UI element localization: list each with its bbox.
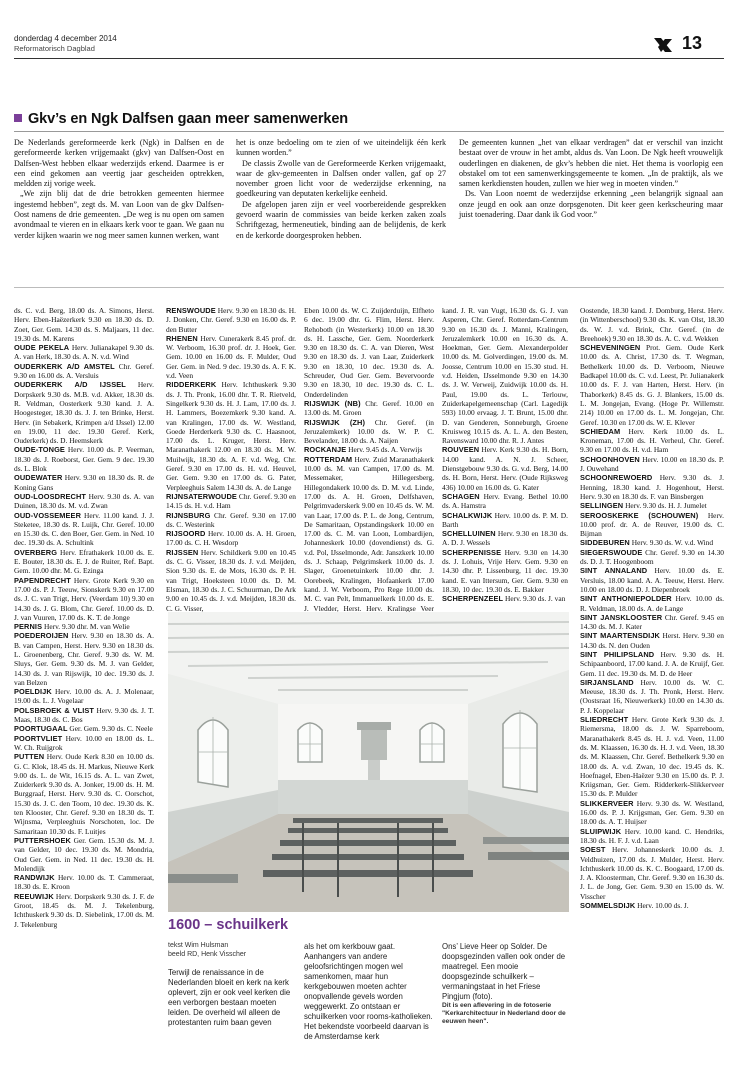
listing-services: Herv. Kerk 10.00 ds. L. Kroneman, 17.00 ds. H. Verheul, Chr. Geref. 9.30 en 17.00 ds. H. v.d. Ham (580, 426, 724, 455)
listing-services: Ger. Gem. 9.30 ds. C. Neele (69, 724, 153, 734)
listing-services: Herv. 10.00 en 18.30 ds. P. J. Ouwehand (580, 454, 724, 474)
listing-entry (580, 548, 724, 567)
listing-place-name: SINT ANTHONIEPOLDER (580, 594, 672, 604)
listing-entry (304, 418, 434, 446)
listing-entry (580, 455, 724, 474)
listing-services: Herv. 9.30 en 18.30 ds. A. D. J. Wessels (442, 529, 568, 548)
listing-place-name: REEUWIJK (14, 891, 54, 901)
listing-place-name: OVERBERG (14, 547, 58, 557)
listing-place-name: RANDWIJK (14, 873, 55, 883)
listing-services: Herv. 10.00 ds. R. Veldman, 18.00 ds. A. de Lange (580, 594, 724, 613)
listing-entry (580, 306, 724, 343)
headline-text: Gkv’s en Ngk Dalfsen gaan meer samenwerken (28, 111, 349, 127)
image-credit: beeld RD, Henk Visscher (168, 951, 247, 958)
listing-place-name: ROUVEEN (442, 445, 480, 455)
listing-services: Herv. 10.00 ds. P. Veerman, 18.30 ds. J. Roeborst, Ger. Gem. 9 dec. 19.30 ds. L. Blok (14, 445, 154, 474)
listing-services: Herv. Zuid Maranathakerk 10.00 ds. M. van Campen, 17.00 ds. M. Messemaker, Hillegersberg, Hillegondakerk 10.00 ds. D. M. v.d. Linde, 17.00 ds. A. H. Groen, Delfshaven, Pelgrimvaderskerk 9.00 en 10.45 ds. W. M. van Laar, 17.00 ds. P. L. de Jong, Centrum, De Samaritaan, Opstandingskerk 10.00 en 17.00 ds. C. M. van Loon, Lombardijen, Johanneskerk 10.00 (dovendienst) ds. G. v.d. Pol, IJsselmonde, Adr. Janszkerk 10.00 ds. J. Schaap, Pelgrimskerk 10.00 ds. J. Slager, Groenetuinkerk 10.00 dhr. J. Oorebeek, Kralingen, Hofaankerk 17.00 kand. J. W. Verboom, Pro Rege 10.00 ds. M. C. van Pelt, Immanuelkerk 10.00 ds. E. J. Vledder, Herst. Herv. Kralingse Veer (304, 454, 434, 613)
listing-services: Herv. Efrathakerk 10.00 ds. E. E. Bouter, 18.30 ds. E. J. de Ruiter, Ref. Bapt. Gem. 10.00 dhr. M. G. Ezinga (14, 547, 154, 576)
listing-column-1 (14, 306, 154, 929)
listing-services: Herv. Dorpskerk 9.30 ds. J. F. de Groot, 18.45 ds. M. J. Tekelenburg, Ichthuskerk 9.30 ds. D. Siebelink, 17.00 ds. M. J. Tekelenburg (14, 891, 154, 929)
listing-entry (14, 380, 154, 445)
listing-entry (14, 445, 154, 473)
listing-services: Chr. Geref. (in Jeruzalemkerk) 10.00 ds. W. P. C. Bevelander, 18.00 ds. A. Naijen (304, 417, 434, 446)
listing-place-name: RIJNSATERWOUDE (166, 491, 237, 501)
listing-services: Herv. Cunerakerk 8.45 prof. dr. W. Verboom, 16.30 prof. dr. J. Hoek, Ger. Gem. 10.00 en 16.00 ds. F. Mulder, Oud Ger. Gem. in Ned. 9 dec. 19.30 ds. A. F. K. v.d. Veen (166, 333, 296, 381)
listing-services: Herv. Ichthuskerk 9.30 ds. J. Th. Pronk, 16.00 dhr. T. R. Rietveld, Singelkerk 9.30 ds. H. J. Lam, 17.00 ds. J. H. Lammers, Boezemkerk 9.30 kand. A. van Kralingen, 17.00 ds. W. Westland, Goede Herderkerk 9.30 ds. C. Haasnoot, 17.00 ds. L. Kruger, Herst. Herv. Maranathakerk 12.00 en 18.30 ds. M. W. Muilwijk, 18.30 ds. A. F. v.d. Weg, Chr. Geref. 9.30 en 17.00 ds. H. v.d. Heuvel, Ger. Gem. 9.30 en 17.00 ds. G. Pater, Verpleeghuis Salem 14.30 ds. A. de Lange (166, 380, 296, 492)
listing-services: Herv. 10.00 ds. P. M. D. Barth (442, 510, 568, 529)
listing-services: Herv. 9.30 en 18.30 ds. A. B. van Campen, Herst. Herv. 9.30 en 18.30 ds. L. Groenenberg, Chr. Geref. 9.30 ds. W. M. Sluys, Ger. Gem. 9.30 ds. M. J. van Gelder, 14.30 ds. J. van Rijswijk, 10 dec. 19.30 ds. J. van Belzen (14, 631, 154, 687)
listing-entry (166, 548, 296, 613)
listing-column-3 (304, 306, 434, 622)
headline-square-icon (14, 114, 22, 122)
listing-entry (580, 678, 724, 715)
paper-name: Reformatorisch Dagblad (14, 44, 95, 53)
issue-date: donderdag 4 december 2014 (14, 34, 117, 43)
listing-entry (304, 399, 434, 418)
listing-place-name: SOEST (580, 845, 606, 855)
listing-place-name: OUD-VOSSEMEER (14, 510, 82, 520)
listing-entry (14, 622, 154, 631)
listing-services: Herv. 10.00 ds. W. C. Meeuse, 18.30 ds. J. Th. Pronk, Herst. Herv. (Oostsraat 16, Nieuwerkerk) 10.00 en 14.30 ds. P. J. Koppelaar (580, 677, 724, 715)
listing-place-name: POLSBROEK & VLIST (14, 705, 95, 715)
listing-place-name: RIJNSBURG (166, 510, 211, 520)
listing-services: Chr. Geref. 9.30 en 17.00 ds. C. Westerink (166, 510, 297, 529)
feature-credits (168, 941, 246, 959)
listing-services: Herv. Julianakapel 9.30 ds. A. van Herk, 18.30 ds. A. N. v.d. Wind (14, 343, 154, 362)
listing-entry (14, 631, 154, 687)
listing-services: Herst. Herv. 9.30 en 14.30 ds. N. den Ouden (580, 631, 724, 650)
listing-entry (580, 501, 724, 510)
listing-services: Herv. 9.30 ds. H. Schipaanboord, 17.00 kand. J. A. de Kruijf, Ger. Gem. 11 dec. 19.30 ds. M. D. de Heer (580, 649, 724, 678)
listing-services: Herv. Schildkerk 9.00 en 10.45 ds. C. G. Visser, 18.30 ds. J. v.d. Meijden, Sion 9.30 ds. E. de Mots, 16.30 ds. P. H. van Trigt, Hoeksteen 10.00 ds. D. M. Elsman, 18.30 ds. J. C. Schuurman, De Ark 9.00 en 10.45 ds. J. v.d. Meijden, 18.30 ds. C. G. Visser, (166, 547, 296, 613)
listing-services: Herv. 10.00 en 18.00 ds. L. W. Ch. Ruijgrok (14, 733, 154, 752)
listing-entry (14, 734, 154, 753)
listing-place-name: SIDDEBUREN (580, 538, 630, 548)
article-paragraph: De gemeenten kunnen „het van elkaar verdragen” dat er verschil van inzicht bestaat over de vrouw in het ambt, aldus ds. Van Loon. De Ngk heeft vrouwelijk ouderlingen en diakenen, de gkv’s hebben die niet. Het thema is voorlopig een obstakel om tot een samenwerkingsgemeente te komen. „In de praktijk, als we samen kerkdiensten houden, zullen we hier weg in moeten vinden.” (459, 138, 723, 189)
text-credit: tekst Wim Hulsman (168, 942, 229, 949)
listing-entry (14, 492, 154, 511)
listing-place-name: SCHEVENINGEN (580, 343, 641, 353)
listing-entry (14, 511, 154, 548)
listing-place-name: OUDE-TONGE (14, 445, 65, 455)
section-divider (14, 287, 724, 288)
listing-services: Herv. 10.00 ds. E. Versluis, 18.00 kand. A. A. Teeuw, Herst. Herv. 10.00 en 18.00 ds. D. J. Diepenbroek (580, 566, 724, 594)
listing-services: ds. C. v.d. Berg, 18.00 ds. A. Simons, Herst. Herv. Eben-Haëzerkerk 9.30 en 18.30 ds. D. Zoet, Ger. Gem. 14.30 ds. S. Maljaars, 11 dec. 19.30 ds. M. Karens (14, 306, 154, 343)
listing-entry (580, 845, 724, 901)
listing-services: Herv. 9.30 en 18.30 ds. H. J. Donken, Chr. Geref. 9.30 en 16.00 ds. P. den Butter (166, 306, 296, 334)
article-headline (14, 111, 348, 127)
listing-place-name: SINT MAARTENSDIJK (580, 631, 660, 641)
listing-services: Herv. 9.30 ds. A. van Duinen, 18.30 ds. M. v.d. Zwan (14, 491, 154, 511)
listing-entry (304, 306, 434, 399)
listing-entry (166, 334, 296, 380)
listing-place-name: OUD-LOOSDRECHT (14, 491, 87, 501)
listing-entry (442, 548, 568, 594)
listing-place-name: SIRJANSLAND (580, 677, 634, 687)
listing-entry (14, 548, 154, 576)
listing-place-name: PUTTEN (14, 752, 45, 762)
listing-entry (580, 799, 724, 827)
listing-services: Herv. 9.45 ds. A. Verwijs (348, 445, 423, 455)
listing-place-name: SCHELLUINEN (442, 529, 496, 539)
series-note: Dit is een aflevering in de fotoserie "Kerkarchitectuur in Nederland door de eeuwen heen". (442, 1002, 566, 1026)
listing-place-name: SCHIEDAM (580, 426, 621, 436)
listing-entry (442, 529, 568, 548)
listing-services: Oostende, 18.30 kand. J. Domburg, Herst. Herv. (in Wittenberschool) 9.30 ds. K. van Olst, 18.30 ds. W. J. v.d. Brink, Chr. Geref. (in de Breehoek) 9.30 en 18.30 ds. A. C. v.d. Wekken (580, 306, 724, 343)
listing-entry (304, 445, 434, 454)
article-column-1 (14, 138, 224, 241)
listing-services: Eben 10.00 ds. W. C. Zuijderduijn, Elfheto 6 dec. 19.00 dhr. G. Flim, Herst. Herv. Rehoboth (in Westerkerk) 10.00 en 18.30 ds. H. Lassche, Ger. Gem. Noorderkerk 9.30 en 18.30 ds. C. A. van Dieren, West 9.30 en 18.30 ds. J. van Laar, Zuiderkerk 9.30 en 18.30, 10 dec. 19.30 ds. A. Schreuder, Oud Ger. Gem. Bevervoorde 9.30 en 18.30, 10 dec. 19.30 ds. C. L. Onderdelinden (304, 306, 434, 399)
listing-entry (14, 892, 154, 929)
listing-entry (580, 343, 724, 427)
listing-services: Herv. 10.00 ds. A. H. Groen, 17.00 ds. C. H. Wesdorp (166, 529, 296, 548)
listing-place-name: RIJSWIJK (ZH) (304, 417, 366, 427)
listing-services: Herv. 9.30 ds. J. van (505, 594, 566, 604)
listing-services: Herv. 9.30 en 14.30 ds. J. Lohuis, Vrije Herv. Gem. 9.30 en 14.30 dhr. P. Lissenburg, 11 dec. 19.30 kand. E. van Ittersum, Ger. Gem. 9.30 en 18.30, 10 dec. 19.30 ds. E. Bakker (442, 547, 568, 594)
listing-services: Herv. 11.00 kand. J. J. Steketee, 18.30 ds. R. Luijk, Chr. Geref. 10.00 en 15.30 ds. C. den Boer, Ger. Gem. in Ned. 10 dec. 19.30 ds. A. Schultink (14, 510, 154, 548)
listing-entry (580, 566, 724, 594)
listing-place-name: SLUIPWIJK (580, 826, 622, 836)
listing-entry (442, 511, 568, 530)
listing-entry (580, 427, 724, 455)
listing-place-name: SCHERPENZEEL (442, 594, 504, 604)
listing-services: Chr. Geref. 9.45 en 14.30 ds. M. J. Kater (580, 612, 724, 632)
article-paragraph: „We zijn blij dat de drie betrokken gemeenten hiermee ingestemd hebben”, zegt ds. M. van Loon van de gkv Dalfsen-Oost namens de drie gemeenten. „De weg is nu open om samen avondmaal te vieren en in elkaars kerk voor te gaan. We gaan nu verder kijken waarin we nog meer samen kunnen werken, want (14, 189, 224, 240)
listing-place-name: POORTUGAAL (14, 724, 68, 734)
listing-services: Herv. 10.00 kand. C. Hendriks, 18.30 ds. H. F. J. v.d. Laan (580, 826, 724, 845)
listing-place-name: RIJSWIJK (NB) (304, 398, 361, 408)
listing-place-name: SCHAGEN (442, 491, 480, 501)
listing-place-name: PAPENDRECHT (14, 575, 71, 585)
article-paragraph: Ds. Van Loon noemt de wederzijdse erkenning „een belangrijk signaal aan onze jeugd en ook aan onze dorpsgenoten. Dit keer geen kerkscheuring maar juist toenadering. Daar dank ik God voor.” (459, 189, 723, 220)
listing-entry (580, 650, 724, 678)
listing-services: Herv. 9.30 ds. J. Henning, 18.30 kand. J. Hogenhout, Herst. Herv. 9.30 en 18.30 ds. F. van Binsbergen (580, 473, 724, 501)
listing-services: Herv. 9.30 ds. W. Westland, 16.00 ds. P. J. Krijgsman, Ger. Gem. 9.30 en 18.00 ds. A. T. Huijser (580, 798, 724, 827)
listing-services: Herv. Kerk 9.30 ds. H. Born, 14.00 kand. A. N. J. Scheer, Dienstgebouw 9.30 ds. G. v.d. Berg, 14.00 ds. H. Born, Herst. Herv. (Oude Rijksweg 436) 10.00 en 16.00 ds. G. Kater (442, 445, 568, 492)
listing-services: Herv. 9.30 ds. J. T. Maas, 18.30 ds. C. Bos (14, 705, 154, 725)
article-paragraph: De classis Zwolle van de Gereformeerde Kerken vrijgemaakt, waar de gkv-gemeenten in Dalfsen onder vallen, gaf op 27 november groen licht voor de wederzijdse erkenning, na goedkeuring van deputaten kerkelijke eenheid. (236, 158, 446, 199)
listing-entry (14, 752, 154, 836)
listing-entry (14, 873, 154, 892)
listing-services: Chr. Geref. 9.30 en 16.00 ds. A. Versluis (14, 361, 154, 381)
listing-place-name: SOMMELSDIJK (580, 901, 636, 910)
feature-title: 1600 – schuilkerk (168, 917, 289, 933)
listing-entry (580, 901, 724, 910)
listing-entry (442, 492, 568, 511)
listing-place-name: PUTTERSHOEK (14, 835, 71, 845)
listing-place-name: OUDERKERK A/D IJSSEL (14, 380, 126, 390)
listing-entry (442, 445, 568, 491)
listing-services: Herv. Johanneskerk 10.00 ds. J. Veldhuizen, 17.00 ds. J. Mulder, Herst. Herv. Ichthuskerk 10.00 ds. K. C. Boogaard, 17.00 ds. J. A. Kloosterman, Chr. Geref. 9.30 en 16.30 ds. J. L. de Jong, Ger. Gem. 9.30 en 15.00 ds. W. Visscher (580, 845, 724, 901)
listing-place-name: SINT JANSKLOOSTER (580, 612, 663, 622)
listing-services: Prot. Gem. Oude Kerk 10.00 ds. A. Christ, 17.30 ds. T. Wegman, Bethelkerk 10.00 ds. D. Verboom, Nieuwe Badkapel 10.00 ds. C. v.d. Leest, Pr. Julianakerk 10.00 ds. F. J. van Harten, Herst. Herv. (in Thaborkerk) 8.45 ds. G. J. Blankers, 15.00 ds. L. M. Jongejan, Evang. (Hoge Pr. Willemstr. 214) 10.00 en 17.00 ds. L. M. Jongejan, Chr. Geref. 10.30 en 17.00 ds. W. E. Klever (580, 343, 724, 427)
listing-entry (580, 715, 724, 799)
listing-place-name: RENSWOUDE (166, 306, 216, 315)
listing-services: Herv. Oude Kerk 8.30 en 10.00 ds. G. C. Klok, 18.45 ds. H. Markus, Nieuwe Kerk 9.00 ds. L. de Wit, 16.15 ds. A. L. van Zwet, Zuiderkerk 9.30 ds. A. Jonker, 19.00 ds. H. M. Burggraaf, Herst. Herv. 9.30 ds. C. Oorschot, 15.30 ds. J. C. den Toom, 10 dec. 19.30 ds. K. ten Klooster, Chr. Geref. 9.30 en 18.30 ds. T. Wijnsma, Verpleeghuis Norschoten, loc. De Samaritaan 10.30 ds. F. Luitjes (14, 752, 154, 836)
feature-text-column-3: Ons’ Lieve Heer op Solder. De doopsgezinden vallen ook onder de maatregel. Een mooie doopsgezinde schuilkerk –vermaningstaat in het Friese Pingjum (foto). (442, 942, 566, 1001)
listing-entry (580, 613, 724, 632)
article-paragraph: het is onze bedoeling om te zien of we uiteindelijk één kerk kunnen worden.” (236, 138, 446, 158)
listing-place-name: SLIKKERVEER (580, 798, 634, 808)
listing-services: Herv. 10.00 ds. A. J. Molenaar, 19.00 ds. L. J. Vogelaar (14, 687, 154, 706)
listing-place-name: RHENEN (166, 333, 198, 343)
listing-entry (166, 511, 296, 530)
listing-entry (580, 827, 724, 846)
headline-rule (14, 131, 724, 132)
listing-place-name: SCHOONREWOERD (580, 473, 653, 483)
listing-place-name: SINT ANNALAND (580, 566, 648, 576)
listing-place-name: SEROOSKERKE (SCHOUWEN) (580, 510, 699, 520)
listing-place-name: SCHERPENISSE (442, 547, 502, 557)
listing-entry (14, 473, 154, 492)
rd-logo-icon (652, 36, 674, 54)
listing-entry (580, 511, 724, 539)
listing-column-4 (442, 306, 568, 604)
listing-place-name: ROTTERDAM (304, 454, 353, 464)
article-column-2 (236, 138, 446, 241)
listing-place-name: PERNIS (14, 622, 43, 632)
listing-entry (14, 306, 154, 343)
listing-entry (166, 492, 296, 511)
listing-column-5 (580, 306, 724, 910)
listing-entry (14, 724, 154, 733)
listing-place-name: ROCKANJE (304, 445, 347, 455)
page-number: 13 (682, 33, 703, 53)
listing-entry (580, 631, 724, 650)
listing-services: Herv. 10.00 prof. dr. A. de Reuver, 19.00 ds. C. Bijman (580, 510, 724, 539)
feature-text-column-1: Terwijl de renaissance in de Nederlanden bloeit en kerk na kerk oplevert, zijn er ook veel kerken die een verborgen bestaan moeten leiden. De overheid wil alleen de protestanten ruim baan geven (168, 968, 291, 1027)
listing-place-name: SCHOONHOVEN (580, 454, 640, 464)
listing-entry (580, 594, 724, 613)
listing-place-name: OUDE PEKELA (14, 343, 70, 353)
listing-services: Chr. Geref. 9.30 en 14.15 ds. H. v.d. Ham (166, 491, 296, 511)
listing-entry (166, 380, 296, 492)
listing-entry (14, 706, 154, 725)
listing-services: Chr. Geref. 9.30 en 14.30 ds. D. J. T. Hoogenboom (580, 547, 724, 567)
listing-place-name: POORTVLIET (14, 733, 63, 743)
listing-services: Herv. 10.00 ds. T. Cammeraat, 18.30 ds. E. Kroon (14, 873, 155, 892)
listing-services: Herv. Dorpskerk 9.30 ds. M.B. v.d. Akker, 18.30 ds. R. Veldman, Oosterkerk 9.30 kand. J. A. Hoogesteger, 18.30 ds. J. J. ten Brinke, Herst. Herv. (in Sebakerk, Krimpen a/d IJssel) 12.00 en 19.00, 11 dec. 19.30 Geref. Kerk, Ouderkerk) ds. D. Heemskerk (14, 380, 154, 446)
listing-entry (580, 538, 724, 547)
listing-entry (14, 362, 154, 381)
listing-place-name: SIEGERSWOUDE (580, 547, 643, 557)
feature-text-column-2: als het om kerkbouw gaat. Aanhangers van andere geloofsrichtingen mogen wel samenkomen, maar hun kerkgebouwen moeten achter onopvallende gevels worden weggewerkt. Zo ontstaan er schuilkerken voor rooms-katholieken. Het bekendste voorbeeld daarvan is de Amsterdamse kerk (304, 942, 433, 1041)
listing-services: Herv. 9.30 ds. W. v.d. Wind (631, 538, 714, 548)
listing-entry (442, 594, 568, 603)
article-paragraph: De afgelopen jaren zijn er veel voorbereidende gesprekken gevoerd waarin de commissies van beide kerken zaken zoals Schriftgezag, hermeneutiek, binding aan de belijdenis, de kerk en de kerkorde doorgesproken hebben. (236, 199, 446, 240)
listing-place-name: POELDIJK (14, 687, 52, 697)
listing-services: Chr. Geref. 10.00 en 13.00 ds. M. Groen (304, 398, 435, 418)
masthead (14, 34, 117, 54)
listing-entry (14, 836, 154, 873)
header-rule (14, 58, 724, 59)
listing-place-name: RIDDERKERK (166, 380, 217, 390)
listing-place-name: SINT PHILIPSLAND (580, 649, 655, 659)
listing-place-name: POEDEROIJEN (14, 631, 69, 641)
listing-services: Herv. 9.30 ds. H. J. Jumelet (625, 501, 707, 511)
listing-place-name: SCHALKWIJK (442, 510, 493, 520)
listing-services: Herv. 10.00 ds. J. (637, 901, 689, 910)
listing-entry (14, 687, 154, 706)
listing-entry (14, 576, 154, 622)
listing-place-name: SELLINGEN (580, 501, 624, 511)
listing-place-name: OUDERKERK A/D AMSTEL (14, 361, 115, 371)
listing-place-name: SLIEDRECHT (580, 715, 629, 725)
listing-services: Herv. Evang. Bethel 10.00 ds. A. Hamstra (442, 491, 568, 511)
listing-column-2 (166, 306, 296, 613)
listing-place-name: RIJSOORD (166, 529, 206, 539)
listing-entry (304, 455, 434, 622)
church-interior-photo (168, 612, 569, 912)
listing-entry (14, 343, 154, 362)
listing-services: Herv. 9.30 dhr. M. van Welie (43, 622, 130, 632)
listing-services: Herv. Grote Kerk 9.30 ds. J. Riemersma, 18.00 ds. J. W. Sparreboom, Maranathakerk 8.45 ds. H. J. v.d. Veen, 11.00 ds. M. Klaassen, 16.30 ds. H. J. v.d. Veen, 18.30 ds. M. Klaassen, Chr. Geref. Bethelkerk 9.30 en 18.00 ds. A. v.d. Zwan, 10 dec. 19.45 ds. K. Hoefnagel, Eben-Haëzer 9.30 en 15.00 ds. P. J. Kriigsman, Ger. Gem. Ridderkerk-Slikkerveer 15.30 ds. P. Mulder (580, 715, 724, 799)
listing-entry (580, 473, 724, 501)
listing-place-name: OUDEWATER (14, 473, 63, 483)
listing-services: kand. J. R. van Vugt, 16.30 ds. G. J. van Asperen, Chr. Geref. Rotterdam-Centrum 9.30 en 16.30 ds. J. Manni, Kralingen, Jeruzalemkerk 10.00 en 16.30 ds. A. Hoekman, Ger. Gem. Alexanderpolder 10.00 ds. M. Golverdingen, 19.00 ds. M. Joosse, Centrum 10.00 en 15.30 stud. H. v.d. Heiden, IJsselmonde 9.30 en 14.30 ds. J. W. Verweij, Zuidwijk 10.00 ds. H. Paul, 19.00 ds. L. Terlouw, Zuiderkapelgemeenschap (Carl. Lagedijk 593) 10.00 ervaag. J. T. Brunt, 15.00 dhr. D. van Genderen, Sonneburgh, Groene Kruisweg 10.15 ds. A. L. A. den Besten, Ravensward 10.00 dhr. R. J. Antes (442, 306, 568, 446)
listing-entry (442, 306, 568, 445)
listing-services: Herv. Grote Kerk 9.30 en 17.00 ds. P. J. Teeuw, Sionskerk 9.30 en 17.00 ds. J. C. van Trigt, Herv. (Veerdam 10) 9.30 en 14.30 ds. J. G. Blom, Chr. Geref. 10.00 ds. D. J. van Vuuren, 17.00 ds. K. T. de Jonge (14, 575, 154, 622)
article-paragraph: De Nederlands gereformeerde kerk (Ngk) in Dalfsen en de gereformeerde kerken vrijgemaakt (gkv) van Dalfsen-Oost en Dalfsen-West hebben elkaar wederzijds erkend. Daarmee is er een eind gekomen aan veertig jaar gescheiden optrekken, meldden zij vorige week. (14, 138, 224, 189)
listing-entry (166, 306, 296, 334)
listing-entry (166, 529, 296, 548)
listing-services: Ger. Gem. 15.30 ds. M. J. van Gelder, 10 dec. 19.30 ds. M. Mondria, Oud Ger. Gem. in Ned. 11 dec. 19.30 ds. H. Molendijk (14, 835, 154, 873)
article-column-3 (459, 138, 723, 220)
listing-place-name: RIJSSEN (166, 547, 199, 557)
listing-services: Herv. 9.30 en 18.30 ds. R. de Koning Gans (14, 473, 155, 492)
